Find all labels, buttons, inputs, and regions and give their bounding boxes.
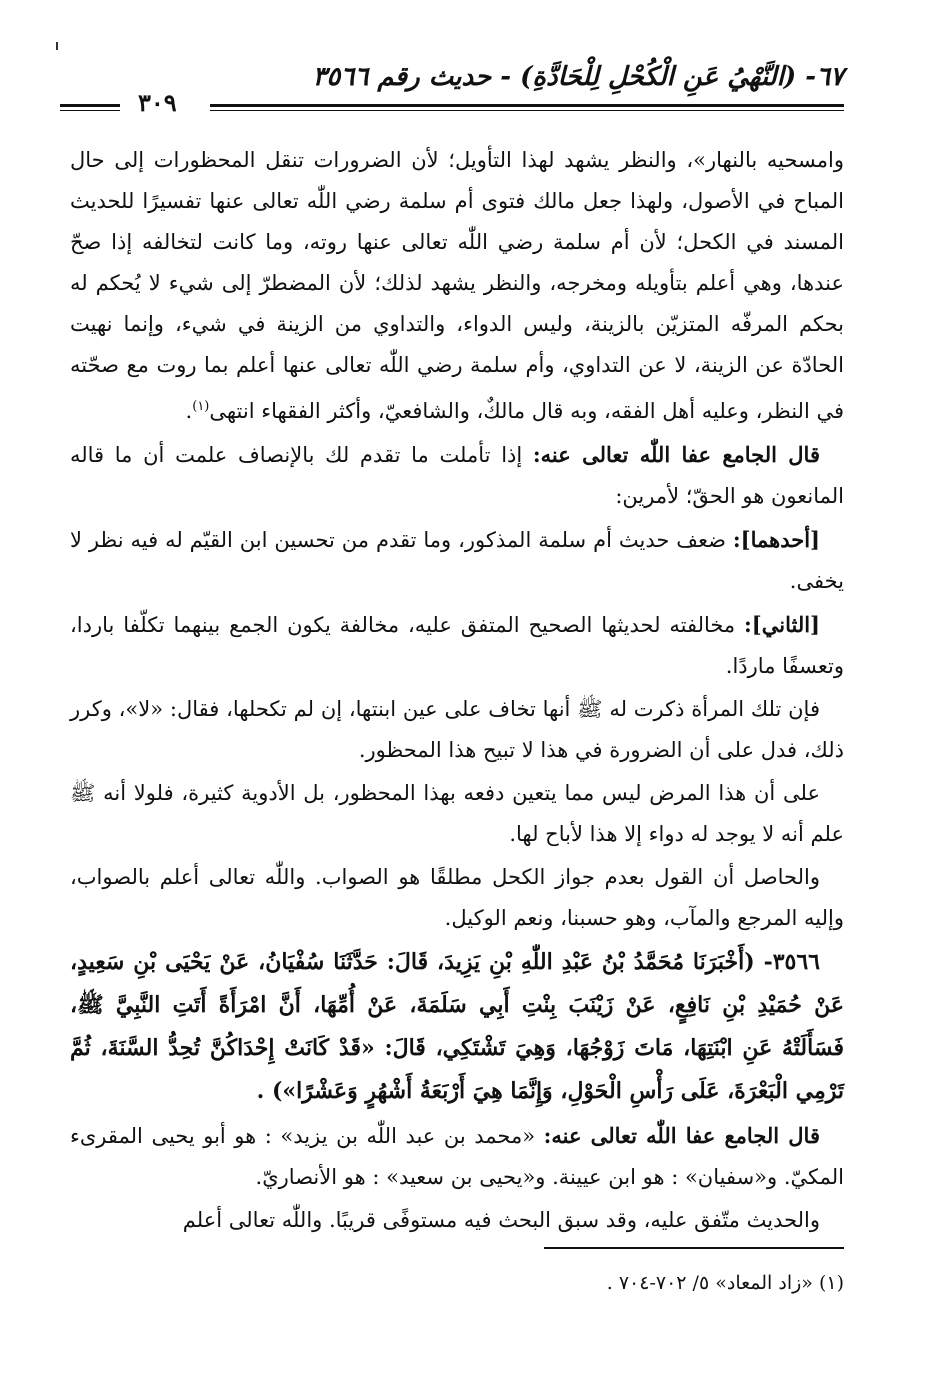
page-number: ٣٠٩ (138, 88, 177, 117)
paragraph-5: فإن تلك المرأة ذكرت له ﷺ أنها تخاف على عين ابنتها، إن لم تكحلها، فقال: «لا»، وكرر ذلك، فدل على أن الضرورة في هذا لا تبيح هذا المحظور. (70, 697, 844, 762)
paragraph-4-text: مخالفته لحديثها الصحيح المتفق عليه، مخالفة يكون الجمع بينهما تكلّفا باردا، وتعسفًا ماردًا. (70, 613, 844, 678)
main-text (70, 140, 844, 1243)
header-rule-right (210, 104, 844, 111)
footnote-separator (544, 1247, 844, 1249)
paragraph-8 (70, 1115, 844, 1198)
compiler-lead-2: قال الجامع عفا اللّٰه تعالى عنه: (543, 1123, 820, 1148)
paragraph-6: على أن هذا المرض ليس مما يتعين دفعه بهذا المحظور، بل الأدوية كثيرة، فلولا أنه ﷺ علم أنه لا يوجد له دواء إلا هذا لأباح لها. (70, 781, 844, 846)
header-rule-left (60, 104, 120, 111)
paragraph-2 (70, 434, 844, 517)
paragraph-3 (70, 519, 844, 602)
paragraph-3-text: ضعف حديث أم سلمة المذكور، وما تقدم من تحسين ابن القيّم له فيه نظر لا يخفى. (70, 528, 844, 593)
running-header (60, 60, 844, 120)
paragraph-4 (70, 604, 844, 687)
chapter-title: ٦٧- (النَّهْيُ عَنِ الْكُحْلِ لِلْحَادَّةِ) - حديث رقم ٣٥٦٦ (312, 62, 844, 92)
footnote-ref: (١) (192, 399, 210, 414)
scan-mark (56, 42, 58, 50)
paragraph-2-text: إذا تأملت ما تقدم لك بالإنصاف علمت أن ما قاله المانعون هو الحقّ؛ لأمرين: (70, 443, 844, 508)
first-reason-lead: [أحدهما]: (732, 527, 820, 552)
paragraph-7: والحاصل أن القول بعدم جواز الكحل مطلقًا هو الصواب. واللّٰه تعالى أعلم بالصواب، وإليه المرجع والمآب، وهو حسبنا، ونعم الوكيل. (70, 865, 844, 930)
paragraph-9: والحديث متّفق عليه، وقد سبق البحث فيه مستوفًى قريبًا. واللّٰه تعالى أعلم (182, 1208, 820, 1232)
paragraph-1-text: وامسحيه بالنهار»، والنظر يشهد لهذا التأويل؛ لأن الضرورات تنقل المحظورات إلى حال المباح في الأصول، ولهذا جعل مالك فتوى أم سلمة رضي اللّٰه تعالى عنها تفسيرًا للحديث المسند في الكحل؛ لأن أم سلمة رضي اللّٰه تعالى عنها روته، وما كانت لتخالفه إذا صحّ عندها، وهي أعلم بتأويله ومخرجه، والنظر يشهد لذلك؛ لأن المضطرّ إلى شيء لا يُحكم له بحكم المرفّه المتزيّن بالزينة، وليس الدواء، والتداوي من الزينة في شيء، وإنما نهيت الحادّة عن الزينة، لا عن التداوي، وأم سلمة رضي اللّٰه تعالى عنها أعلم بما روت مع صحّته في النظر، وعليه أهل الفقه، وبه قال مالكٌ، والشافعيّ، وأكثر الفقهاء انتهى (70, 148, 844, 423)
paragraph-8-text: «محمد بن عبد اللّٰه بن يزيد» : هو أبو يحيى المقرىء المكيّ. و«سفيان» : هو ابن عيينة. و«يحيى بن سعيد» : هو الأنصاريّ. (70, 1124, 844, 1189)
second-reason-lead: [الثاني]: (744, 612, 820, 637)
hadith-text: ٣٥٦٦- (أَخْبَرَنَا مُحَمَّدُ بْنُ عَبْدِ اللّٰهِ بْنِ يَزِيدَ، قَالَ: حَدَّثَنَا سُفْيَانُ، عَنْ يَحْيَى بْنِ سَعِيدٍ، عَنْ حُمَيْدِ بْنِ نَافِعٍ، عَنْ زَيْنَبَ بِنْتِ أَبِي سَلَمَةَ، عَنْ أُمِّهَا، أَنَّ امْرَأَةً أَتَتِ النَّبِيَّ ﷺ، فَسَأَلَتْهُ عَنِ ابْنَتِهَا، مَاتَ زَوْجُهَا، وَهِيَ تَشْتَكِي، قَالَ: «قَدْ كَانَتْ إِحْدَاكُنَّ تُحِدُّ السَّنَةَ، ثُمَّ تَرْمِي الْبَعْرَةَ، عَلَى رَأْسِ الْحَوْلِ، وَإِنَّمَا هِيَ أَرْبَعَةُ أَشْهُرٍ وَعَشْرًا») . (70, 949, 844, 1104)
compiler-lead: قال الجامع عفا اللّٰه تعالى عنه: (532, 442, 820, 467)
footnote: (١) «زاد المعاد» ٥/ ٧٠٢-٧٠٤ . (606, 1272, 844, 1294)
paragraph-1: وامسحيه بالنهار»، والنظر يشهد لهذا التأويل؛ لأن الضرورات تنقل المحظورات إلى حال المباح في الأصول، ولهذا جعل مالك فتوى أم سلمة رضي اللّٰه تعالى عنها تفسيرًا للحديث المسند في الكحل؛ لأن أم سلمة رضي اللّٰه تعالى عنها روته، وما كانت لتخالفه إذا صحّ عندها، وهي أعلم بتأويله ومخرجه، والنظر يشهد لذلك؛ لأن المضطرّ إلى شيء لا يُحكم له بحكم المرفّه المتزيّن بالزينة، وليس الدواء، والتداوي من الزينة في شيء، وإنما نهيت الحادّة عن الزينة، لا عن التداوي، وأم سلمة رضي اللّٰه تعالى عنها أعلم بما روت مع صحّته في النظر، وعليه أهل الفقه، وبه قال مالكٌ، والشافعيّ، وأكثر الفقهاء انتهى$^{(١)}$. (70, 148, 844, 423)
